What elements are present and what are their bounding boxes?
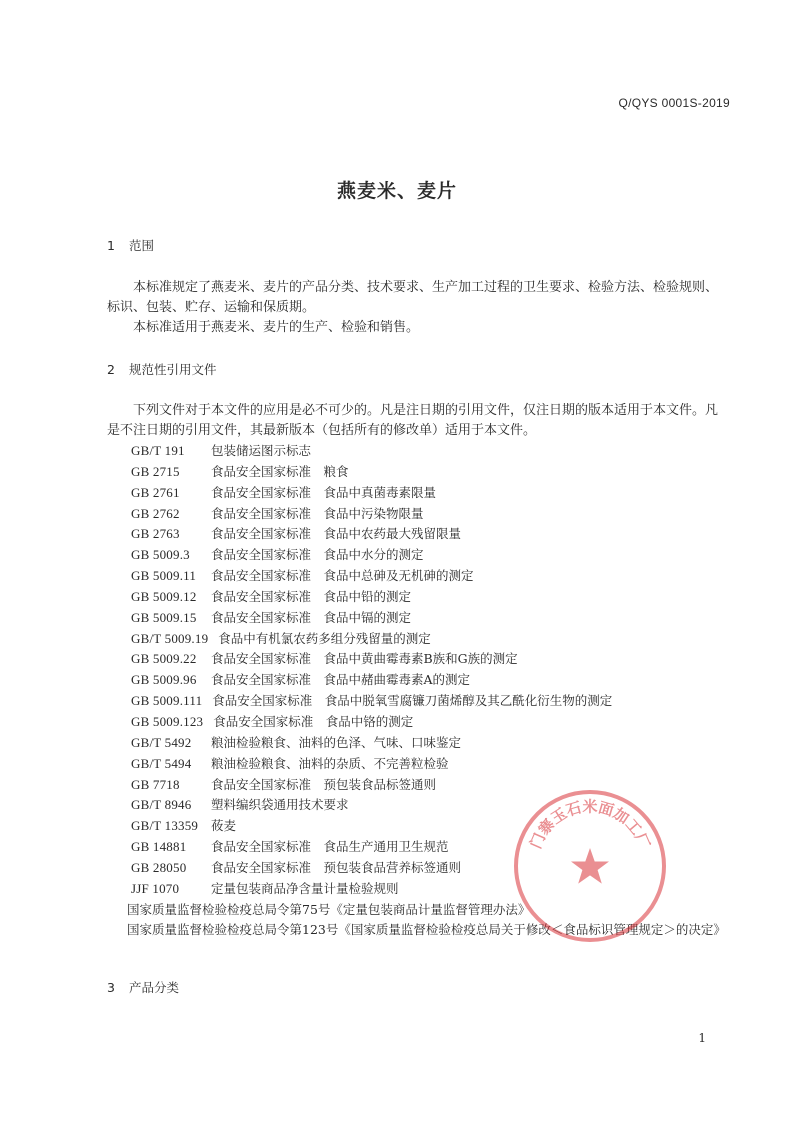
section-2-heading [107, 360, 217, 378]
reference-item [131, 462, 731, 483]
page-number: 1 [698, 1031, 706, 1045]
reference-item [131, 566, 731, 587]
reference-code: GB 2761 [131, 484, 180, 500]
section-title: 范围 [129, 238, 155, 253]
reference-title: 食品安全国家标准 食品中黄曲霉毒素B族和G族的测定 [211, 651, 518, 667]
reference-title: 食品中有机氯农药多组分残留量的测定 [218, 630, 431, 646]
reference-code: GB 5009.111 [131, 693, 203, 709]
reference-code: GB 28050 [131, 859, 187, 875]
references-intro: 下列文件对于本文件的应用是必不可少的。凡是注日期的引用文件，仅注日期的版本适用于本文件。凡是不注日期的引用文件，其最新版本（包括所有的修改单）适用于本文件。 [107, 403, 719, 438]
company-seal [510, 786, 670, 946]
section-3-heading [107, 978, 179, 996]
reference-title: 食品安全国家标准 食品中农药最大残留限量 [211, 526, 462, 542]
reference-code: GB/T 8946 [131, 797, 192, 813]
reference-item [131, 691, 731, 712]
reference-title: 国家质量监督检验检疫总局令第123号《国家质量监督检验检疫总局关于修改＜食品标识管理规定＞的决定》 [127, 922, 726, 938]
reference-title: 食品安全国家标准 食品生产通用卫生规范 [211, 839, 449, 855]
reference-code: GB 5009.12 [131, 588, 197, 604]
reference-title: 食品安全国家标准 食品中真菌毒素限量 [211, 484, 437, 500]
reference-code: GB 5009.22 [131, 651, 197, 667]
reference-title: 塑料编织袋通用技术要求 [211, 797, 349, 813]
reference-title: 食品安全国家标准 食品中铅的测定 [211, 588, 412, 604]
section-title: 产品分类 [129, 980, 180, 995]
reference-title: 食品安全国家标准 预包装食品标签通则 [211, 776, 437, 792]
reference-title: 食品安全国家标准 预包装食品营养标签通则 [211, 859, 462, 875]
reference-title: 定量包装商品净含量计量检验规则 [211, 880, 399, 896]
reference-item [131, 649, 731, 670]
reference-item [131, 545, 731, 566]
reference-item [131, 670, 731, 691]
seal-star-icon [571, 848, 609, 884]
reference-code: GB 5009.15 [131, 609, 197, 625]
reference-code: GB/T 5009.19 [131, 630, 209, 646]
reference-title: 食品安全国家标准 食品中脱氧雪腐镰刀菌烯醇及其乙酰化衍生物的测定 [212, 693, 613, 709]
reference-code: GB 2763 [131, 526, 180, 542]
reference-title: 食品安全国家标准 食品中赭曲霉毒素A的测定 [211, 672, 471, 688]
reference-code: GB/T 13359 [131, 818, 199, 834]
scope-paragraph-2: 本标准适用于燕麦米、麦片的生产、检验和销售。 [133, 320, 420, 335]
section-title: 规范性引用文件 [129, 362, 217, 377]
reference-title: 食品安全国家标准 食品中总砷及无机砷的测定 [211, 568, 474, 584]
reference-title: 莜麦 [211, 818, 237, 834]
reference-title: 食品安全国家标准 食品中铬的测定 [213, 713, 414, 729]
reference-item [131, 483, 731, 504]
reference-item [131, 754, 731, 775]
reference-title: 食品安全国家标准 粮食 [211, 463, 349, 479]
reference-item [131, 441, 731, 462]
reference-title: 粮油检验粮食、油料的杂质、不完善粒检验 [211, 755, 449, 771]
reference-title: 国家质量监督检验检疫总局令第75号《定量包装商品计量监督管理办法》 [127, 901, 531, 917]
reference-code: GB 14881 [131, 839, 187, 855]
reference-item [131, 712, 731, 733]
reference-code: GB 5009.96 [131, 672, 197, 688]
document-title: 燕麦米、麦片 [336, 180, 457, 202]
scope-paragraph-1: 本标准规定了燕麦米、麦片的产品分类、技术要求、生产加工过程的卫生要求、检验方法、检验规则、标识、包装、贮存、运输和保质期。 [107, 280, 719, 315]
seal-text: 门寨玉石米面加工厂 [526, 797, 654, 852]
reference-item [131, 587, 731, 608]
reference-code: GB 5009.11 [131, 568, 197, 584]
reference-title: 食品安全国家标准 食品中镉的测定 [211, 609, 412, 625]
document-code: Q/QYS 0001S-2019 [618, 96, 730, 110]
section-number: 3 [107, 980, 115, 995]
reference-title: 粮油检验粮食、油料的色泽、气味、口味鉴定 [211, 734, 462, 750]
reference-code: GB/T 5492 [131, 734, 192, 750]
reference-code: GB/T 5494 [131, 755, 192, 771]
reference-title: 食品安全国家标准 食品中水分的测定 [211, 547, 424, 563]
reference-code: GB/T 191 [131, 443, 185, 458]
section-1-heading [107, 236, 154, 254]
reference-code: GB 2715 [131, 463, 180, 479]
reference-title: 食品安全国家标准 食品中污染物限量 [211, 505, 424, 521]
reference-item [131, 629, 731, 650]
reference-item [131, 504, 731, 525]
reference-title: 包装储运图示标志 [211, 443, 312, 458]
reference-code: GB 7718 [131, 776, 180, 792]
section-number: 2 [107, 362, 115, 377]
section-number: 1 [107, 238, 115, 253]
reference-item [131, 733, 731, 754]
reference-code: JJF 1070 [131, 880, 180, 896]
reference-item [131, 524, 731, 545]
reference-code: GB 5009.3 [131, 547, 190, 563]
reference-code: GB 2762 [131, 505, 180, 521]
reference-code: GB 5009.123 [131, 713, 204, 729]
reference-item [131, 608, 731, 629]
